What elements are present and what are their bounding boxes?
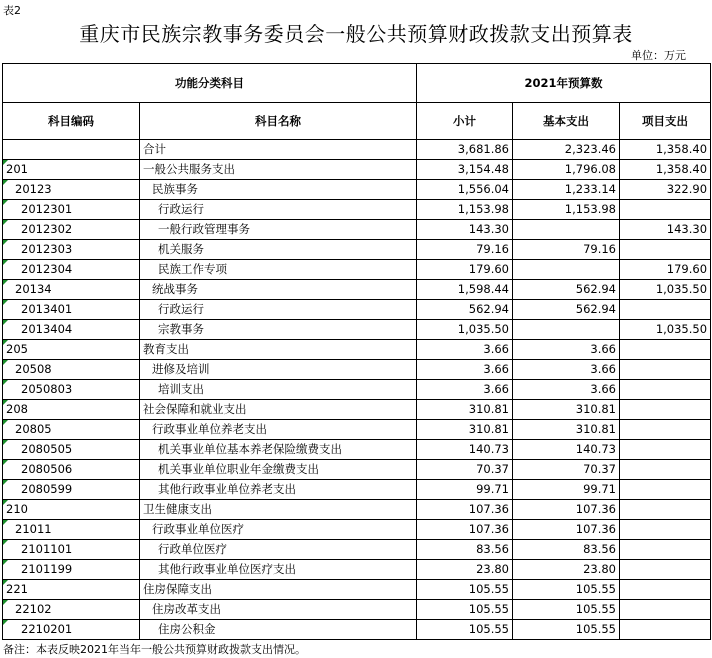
table-row (3, 400, 711, 420)
project-cell (620, 400, 711, 420)
footnote: 备注：本表反映2021年当年一般公共预算财政拨款支出情况。 (3, 643, 306, 656)
subtotal-cell: 1,556.04 (417, 180, 513, 200)
subtotal-cell: 83.56 (417, 540, 513, 560)
name-cell: 合计 (140, 140, 417, 160)
code-cell: 2080506 (3, 460, 140, 480)
name-cell: 其他行政事业单位医疗支出 (140, 560, 417, 580)
subtotal-cell: 79.16 (417, 240, 513, 260)
subtotal-cell: 3.66 (417, 380, 513, 400)
code-cell: 2012304 (3, 260, 140, 280)
subtotal-cell: 310.81 (417, 400, 513, 420)
header-row-group (3, 64, 711, 103)
code-cell: 20123 (3, 180, 140, 200)
table-row (3, 580, 711, 600)
name-cell: 卫生健康支出 (140, 500, 417, 520)
name-cell: 住房改革支出 (140, 600, 417, 620)
unit-label: 单位：万元 (631, 49, 686, 62)
code-cell: 201 (3, 160, 140, 180)
name-cell: 培训支出 (140, 380, 417, 400)
project-cell (620, 240, 711, 260)
subtotal-cell: 3.66 (417, 360, 513, 380)
basic-cell: 1,153.98 (513, 200, 620, 220)
subtotal-cell: 99.71 (417, 480, 513, 500)
name-cell: 行政事业单位养老支出 (140, 420, 417, 440)
header-row-columns (3, 103, 711, 140)
code-cell: 2012303 (3, 240, 140, 260)
table-row (3, 600, 711, 620)
subtotal-cell: 140.73 (417, 440, 513, 460)
project-cell: 322.90 (620, 180, 711, 200)
name-cell: 宗教事务 (140, 320, 417, 340)
project-cell (620, 480, 711, 500)
project-cell (620, 380, 711, 400)
name-cell: 机关服务 (140, 240, 417, 260)
project-cell (620, 620, 711, 640)
basic-column-header: 基本支出 (513, 103, 620, 140)
subtotal-cell: 3,154.48 (417, 160, 513, 180)
project-cell: 1,358.40 (620, 140, 711, 160)
code-cell: 205 (3, 340, 140, 360)
basic-cell: 562.94 (513, 280, 620, 300)
name-cell: 民族工作专项 (140, 260, 417, 280)
table-row (3, 340, 711, 360)
project-cell (620, 420, 711, 440)
subtotal-cell: 3.66 (417, 340, 513, 360)
code-cell: 210 (3, 500, 140, 520)
basic-cell: 1,233.14 (513, 180, 620, 200)
basic-cell: 3.66 (513, 340, 620, 360)
table-row (3, 220, 711, 240)
name-cell: 社会保障和就业支出 (140, 400, 417, 420)
subtotal-cell: 1,035.50 (417, 320, 513, 340)
basic-cell: 105.55 (513, 620, 620, 640)
code-cell: 2012301 (3, 200, 140, 220)
basic-cell (513, 260, 620, 280)
table-row (3, 320, 711, 340)
subtotal-cell: 1,598.44 (417, 280, 513, 300)
basic-cell: 3.66 (513, 360, 620, 380)
code-cell: 2080599 (3, 480, 140, 500)
code-cell: 2013401 (3, 300, 140, 320)
table-row (3, 440, 711, 460)
project-cell (620, 520, 711, 540)
project-cell (620, 540, 711, 560)
table-body (3, 140, 711, 640)
table-row (3, 560, 711, 580)
basic-cell: 83.56 (513, 540, 620, 560)
basic-cell: 2,323.46 (513, 140, 620, 160)
table-row (3, 420, 711, 440)
name-cell: 机关事业单位职业年金缴费支出 (140, 460, 417, 480)
project-cell (620, 600, 711, 620)
project-cell (620, 300, 711, 320)
project-cell (620, 200, 711, 220)
code-cell: 208 (3, 400, 140, 420)
project-column-header: 项目支出 (620, 103, 711, 140)
name-cell: 其他行政事业单位养老支出 (140, 480, 417, 500)
basic-cell (513, 220, 620, 240)
name-cell: 住房公积金 (140, 620, 417, 640)
project-cell: 1,358.40 (620, 160, 711, 180)
table-row (3, 360, 711, 380)
project-cell: 1,035.50 (620, 280, 711, 300)
subtotal-cell: 105.55 (417, 600, 513, 620)
table-row (3, 380, 711, 400)
basic-cell: 107.36 (513, 500, 620, 520)
project-cell: 179.60 (620, 260, 711, 280)
basic-cell: 79.16 (513, 240, 620, 260)
code-cell: 21011 (3, 520, 140, 540)
budget-group-header: 2021年预算数 (417, 64, 711, 103)
basic-cell (513, 320, 620, 340)
subtotal-cell: 23.80 (417, 560, 513, 580)
basic-cell: 562.94 (513, 300, 620, 320)
project-cell (620, 560, 711, 580)
name-cell: 行政单位医疗 (140, 540, 417, 560)
table-row (3, 480, 711, 500)
category-group-header: 功能分类科目 (3, 64, 417, 103)
code-cell: 2101199 (3, 560, 140, 580)
basic-cell: 140.73 (513, 440, 620, 460)
subtotal-cell: 562.94 (417, 300, 513, 320)
page-title: 重庆市民族宗教事务委员会一般公共预算财政拨款支出预算表 (79, 22, 633, 46)
subtotal-cell: 105.55 (417, 580, 513, 600)
subtotal-cell: 3,681.86 (417, 140, 513, 160)
table-row (3, 300, 711, 320)
subtotal-cell: 143.30 (417, 220, 513, 240)
name-cell: 进修及培训 (140, 360, 417, 380)
subtotal-cell: 179.60 (417, 260, 513, 280)
basic-cell: 310.81 (513, 420, 620, 440)
code-cell: 2050803 (3, 380, 140, 400)
code-cell: 20134 (3, 280, 140, 300)
table-row (3, 260, 711, 280)
code-cell: 2013404 (3, 320, 140, 340)
code-cell: 2101101 (3, 540, 140, 560)
name-cell: 行政运行 (140, 300, 417, 320)
table-row (3, 180, 711, 200)
project-cell (620, 460, 711, 480)
code-cell: 221 (3, 580, 140, 600)
table-row (3, 460, 711, 480)
basic-cell: 107.36 (513, 520, 620, 540)
project-cell: 143.30 (620, 220, 711, 240)
basic-cell: 105.55 (513, 600, 620, 620)
name-cell: 统战事务 (140, 280, 417, 300)
project-cell: 1,035.50 (620, 320, 711, 340)
subtotal-cell: 107.36 (417, 500, 513, 520)
table-tag: 表2 (3, 4, 21, 17)
name-column-header: 科目名称 (140, 103, 417, 140)
code-cell: 20805 (3, 420, 140, 440)
subtotal-cell: 70.37 (417, 460, 513, 480)
budget-table (2, 63, 711, 640)
name-cell: 民族事务 (140, 180, 417, 200)
basic-cell: 3.66 (513, 380, 620, 400)
subtotal-cell: 105.55 (417, 620, 513, 640)
basic-cell: 23.80 (513, 560, 620, 580)
subtotal-cell: 1,153.98 (417, 200, 513, 220)
code-cell: 22102 (3, 600, 140, 620)
code-cell: 20508 (3, 360, 140, 380)
basic-cell: 1,796.08 (513, 160, 620, 180)
table-row (3, 140, 711, 160)
table-row (3, 240, 711, 260)
subtotal-cell: 310.81 (417, 420, 513, 440)
table-row (3, 160, 711, 180)
subtotal-column-header: 小计 (417, 103, 513, 140)
name-cell: 行政事业单位医疗 (140, 520, 417, 540)
name-cell: 教育支出 (140, 340, 417, 360)
basic-cell: 105.55 (513, 580, 620, 600)
table-row (3, 540, 711, 560)
project-cell (620, 360, 711, 380)
name-cell: 行政运行 (140, 200, 417, 220)
name-cell: 一般公共服务支出 (140, 160, 417, 180)
table-row (3, 200, 711, 220)
basic-cell: 99.71 (513, 480, 620, 500)
table-row (3, 280, 711, 300)
project-cell (620, 580, 711, 600)
name-cell: 住房保障支出 (140, 580, 417, 600)
project-cell (620, 500, 711, 520)
code-cell: 2012302 (3, 220, 140, 240)
project-cell (620, 340, 711, 360)
name-cell: 机关事业单位基本养老保险缴费支出 (140, 440, 417, 460)
code-cell: 2210201 (3, 620, 140, 640)
subtotal-cell: 107.36 (417, 520, 513, 540)
code-cell (3, 140, 140, 160)
name-cell: 一般行政管理事务 (140, 220, 417, 240)
table-row (3, 520, 711, 540)
basic-cell: 310.81 (513, 400, 620, 420)
basic-cell: 70.37 (513, 460, 620, 480)
table-row (3, 500, 711, 520)
code-cell: 2080505 (3, 440, 140, 460)
project-cell (620, 440, 711, 460)
code-column-header: 科目编码 (3, 103, 140, 140)
table-row (3, 620, 711, 640)
